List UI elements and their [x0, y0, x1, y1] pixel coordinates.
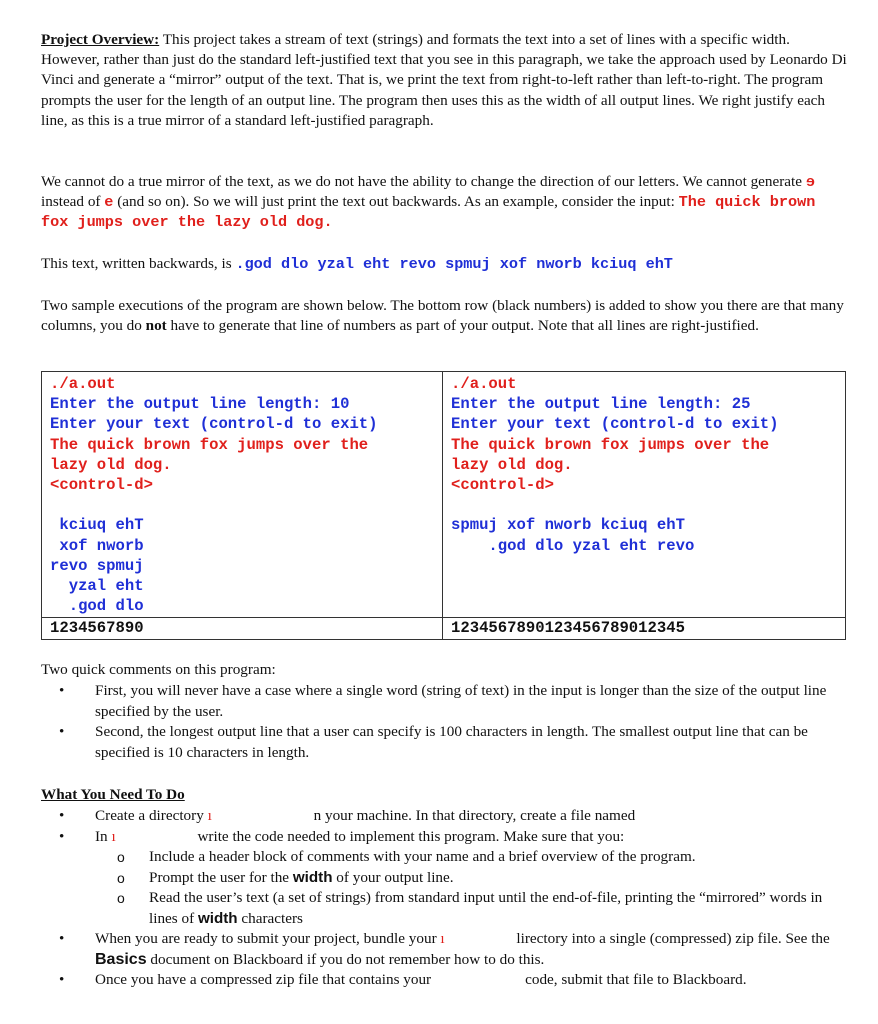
circle-bullet-icon: o	[117, 869, 125, 886]
list-item	[41, 847, 851, 868]
comments-list	[41, 681, 851, 763]
list-item: • In ı write the code needed to implement this program. Make sure that you:	[41, 827, 851, 848]
left-prompt-text: Enter your text (control-d to exit)	[50, 415, 378, 434]
sample-left	[42, 372, 443, 618]
bullet-icon: •	[59, 807, 65, 825]
right-output-line: .god dlo yzal eht revo	[451, 536, 695, 555]
width-keyword: width	[292, 868, 333, 886]
list-item: • Create a directory ı n your machine. In that directory, create a file named	[41, 806, 851, 827]
todo-text: n your machine. In that directory, create a file named	[313, 807, 636, 825]
todo-heading: What You Need To Do	[41, 786, 185, 803]
list-item	[41, 722, 851, 763]
right-input-line-2: lazy old dog.	[451, 455, 573, 474]
comments-section	[41, 660, 851, 763]
left-output-line: .god dlo	[50, 597, 144, 616]
left-input-line-2: lazy old dog.	[50, 455, 172, 474]
bullet-icon: •	[59, 723, 65, 741]
left-output-line: kciuq ehT	[50, 516, 144, 535]
left-ruler: 1234567890	[42, 618, 443, 640]
left-output-line: yzal eht	[50, 577, 144, 596]
todo-subtext: Read the user’s text (a set of strings) from standard input until the end-of-file, printing the “mirrored” words in lines of	[149, 889, 823, 927]
mirrored-e-glyph: ɘ	[805, 173, 815, 191]
overview-heading: Project Overview:	[41, 31, 160, 48]
list-item	[41, 868, 851, 889]
right-eof: <control-d>	[451, 476, 554, 495]
overview-paragraph	[41, 30, 851, 131]
left-input-line-1: The quick brown fox jumps over the	[50, 435, 369, 454]
example-input: The quick brown fox jumps over the lazy old dog.	[41, 193, 816, 232]
mirror-text-3: (and so on). So we will just print the text out backwards. As an example, consider the input:	[113, 193, 679, 211]
mirror-text-1: We cannot do a true mirror of the text, as we do not have the ability to change the direction of our letters. We cannot generate	[41, 173, 806, 190]
bullet-icon: •	[59, 827, 65, 845]
not-emphasis: not	[145, 317, 167, 335]
samples-paragraph	[41, 296, 851, 336]
todo-text: When you are ready to submit your project, bundle your	[95, 930, 441, 948]
basics-keyword: Basics	[95, 950, 147, 968]
left-command: ./a.out	[50, 375, 116, 393]
circle-bullet-icon: o	[117, 890, 125, 907]
left-output-line: revo spmuj	[50, 556, 144, 575]
left-prompt-length: Enter the output line length: 10	[50, 395, 350, 414]
backwards-example: .god dlo yzal eht revo spmuj xof nworb kciuq ehT	[235, 255, 673, 273]
todo-text: lirectory into a single (compressed) zip file. See the	[516, 930, 830, 948]
todo-list	[41, 806, 851, 847]
samples-text-1: Two sample executions of the program are shown below. The bottom row (black numbers) is added to show you there are that many columns, you do	[41, 297, 844, 335]
comment-text: Second, the longest output line that a user can specify is 100 characters in length. The smallest output line that can be specified is 10 characters in length.	[95, 723, 808, 761]
list-item	[41, 888, 851, 929]
todo-text: document on Blackboard if you do not remember how to do this.	[146, 950, 545, 968]
sample-executions-table	[41, 371, 846, 640]
list-item	[41, 681, 851, 722]
todo-text: write the code needed to implement this program. Make sure that you:	[197, 827, 625, 845]
bullet-icon: •	[59, 682, 65, 700]
right-prompt-text: Enter your text (control-d to exit)	[451, 415, 779, 434]
right-ruler: 1234567890123456789012345	[443, 618, 846, 640]
bullet-icon: •	[59, 930, 65, 948]
list-item	[41, 970, 851, 991]
comment-text: First, you will never have a case where a single word (string of text) in the input is longer than the size of the output line specified by the user.	[95, 682, 827, 720]
right-input-line-1: The quick brown fox jumps over the	[451, 435, 770, 454]
left-eof: <control-d>	[50, 476, 153, 495]
todo-subtext: characters	[237, 909, 303, 927]
right-prompt-length: Enter the output line length: 25	[451, 395, 751, 414]
circle-bullet-icon: o	[117, 849, 125, 866]
todo-section	[41, 785, 851, 991]
todo-sublist	[41, 847, 851, 929]
width-keyword: width	[197, 909, 238, 927]
sample-right	[443, 372, 846, 618]
backwards-text: This text, written backwards, is	[41, 255, 236, 272]
todo-text: Create a directory	[95, 807, 208, 825]
todo-list-2	[41, 929, 851, 991]
todo-subtext: Prompt the user for the	[149, 868, 293, 886]
todo-text: In	[95, 827, 112, 845]
mirror-text-2: instead of	[41, 193, 105, 211]
comments-intro: Two quick comments on this program:	[41, 661, 276, 678]
todo-text: code, submit that file to Blackboard.	[525, 971, 747, 989]
todo-text: Once you have a compressed zip file that contains your	[95, 971, 432, 989]
backwards-paragraph	[41, 254, 851, 274]
bullet-icon: •	[59, 971, 65, 989]
left-output-line: xof nworb	[50, 536, 144, 555]
mirror-paragraph	[41, 172, 851, 233]
right-output-line: spmuj xof nworb kciuq ehT	[451, 516, 685, 535]
samples-text-2: have to generate that line of numbers as part of your output. Note that all lines are right-justified.	[166, 317, 759, 335]
overview-text: This project takes a stream of text (strings) and formats the text into a set of lines with a specific width. However, rather than just do the standard left-justified text that you see in this paragraph, we take the approach used by Leonardo Di Vinci and generate a “mirror” output of the text. That is, we print the text from right-to-left rather than left-to-right. The program prompts the user for the length of an output line. The program then uses this as the width of all output lines. We right justify each line, as this is a true mirror of a standard left-justified paragraph.	[41, 31, 847, 129]
list-item: • When you are ready to submit your project, bundle your ı lirectory into a single (compressed) zip file. See the Basics document on Blackboard if you do not remember how to do this.	[59, 930, 830, 968]
e-glyph: e	[104, 193, 114, 212]
right-command: ./a.out	[451, 375, 517, 393]
todo-subtext: of your output line.	[332, 868, 454, 886]
todo-subtext: Include a header block of comments with your name and a brief overview of the program.	[149, 848, 696, 866]
